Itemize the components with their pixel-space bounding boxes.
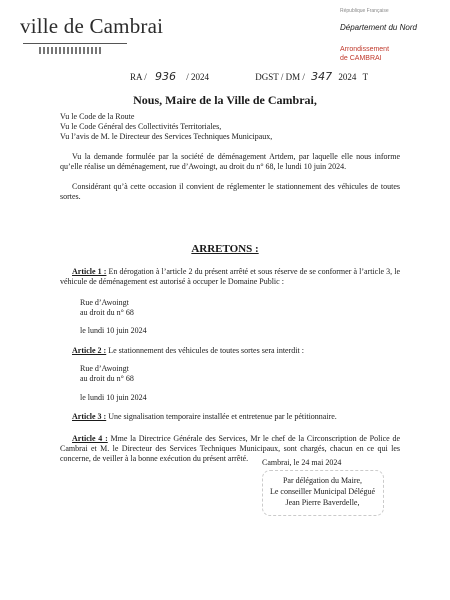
signature-line-3: Jean Pierre Baverdelle, [285,498,360,507]
ra-label: RA / [130,72,147,82]
republique-text: République Française [340,8,389,14]
article-3-text: Une signalisation temporaire installée et entretenue par le pétitionnaire. [106,412,337,421]
ra-year: / 2024 [186,72,210,82]
arretons-heading: ARRETONS : [191,243,259,255]
article-2-label: Article 2 : [72,346,107,355]
dgst-number: 347 [311,70,333,83]
article-4-label: Article 4 : [72,434,108,443]
arrondissement-line1: Arrondissement [340,46,390,53]
signature-line-2: Le conseiller Municipal Délégué [269,487,376,496]
vu-line: Vu le Code Général des Collectivités Territoriales, [60,122,222,131]
dgst-suffix: T [362,72,369,82]
departement-text: Département du Nord [340,23,417,32]
vu-line: Vu l’avis de M. le Directeur des Services Techniques Municipaux, [60,132,273,141]
considerant-paragraph: Considérant qu’à cette occasion il convient de réglementer le stationnement des véhicules de toutes sortes. [60,182,400,201]
article-1-date: le lundi 10 juin 2024 [80,326,147,335]
article-2 [60,346,400,356]
reference-line [130,70,430,83]
article-1-label: Article 1 : [72,267,107,276]
vu-line: Vu le Code de la Route [60,112,135,121]
article-2-number: au droit du n° 68 [80,374,134,383]
article-1-street: Rue d’Awoingt [80,298,129,307]
signature-line-1: Par délégation du Maire, [282,476,363,485]
logo-underline [23,43,127,44]
article-3-label: Article 3 : [72,412,107,421]
demande-paragraph: Vu la demande formulée par la société de déménagement Artdem, par laquelle elle nous informe qu’elle réalise un déménagement, rue d’Awoingt, au droit du n° 68, le lundi 10 juin 2024. [60,152,400,171]
ra-number: 936 [155,70,177,83]
dgst-label: DGST / DM / [255,72,305,82]
place-date: Cambrai, le 24 mai 2024 [262,458,342,467]
article-2-street: Rue d’Awoingt [80,364,129,373]
logo-text: ville de Cambrai [20,14,164,38]
article-1 [60,267,400,287]
logo-bars-icon [39,47,103,54]
article-4-text: Mme la Directrice Générale des Services, Mr le chef de la Circonscription de Police de Cambrai et M. le Directeur des Services Techniques Municipaux, sont chargés, chacun en ce qui les concerne, de veiller à la bonne exécution du présent arrêté. [60,434,400,463]
city-logo [20,14,163,39]
article-2-date: le lundi 10 juin 2024 [80,393,147,402]
article-1-text: En dérogation à l’article 2 du présent arrêté et sous réserve de se conformer à l’article 3, le véhicule de déménagement est autorisé à occuper le Domaine Public : [60,267,400,286]
article-1-number: au droit du n° 68 [80,308,134,317]
article-3 [60,412,400,422]
page-title: Nous, Maire de la Ville de Cambrai, [133,93,317,107]
arrondissement-text [340,45,389,63]
article-2-text: Le stationnement des véhicules de toutes sortes sera interdit : [106,346,304,355]
arrondissement-line2: de CAMBRAI [340,55,382,62]
dgst-year: 2024 [338,72,357,82]
